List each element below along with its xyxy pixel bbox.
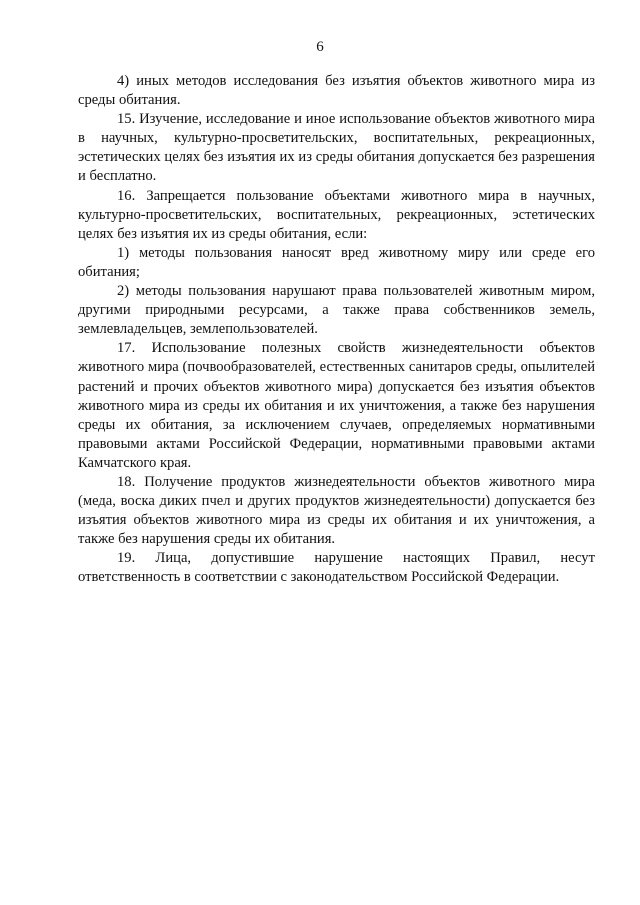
paragraph-17: 17. Использование полезных свойств жизнедеятельности объектов животного мира (почвообразователей, естественных санитаров среды, опылителей растений и прочих объектов животного мира) допускается без изъятия объектов животного мира из среды их обитания и их уничтожения, а также без нарушения среды их обитания, за исключением случаев, определяемых нормативными правовыми актами Российской Федерации, нормативными правовыми актами Камчатского края.	[78, 340, 595, 471]
document-body	[78, 72, 595, 588]
paragraph-18: 18. Получение продуктов жизнедеятельности объектов животного мира (меда, воска диких пчел и других продуктов жизнедеятельности) допускается без изъятия объектов животного мира из среды их обитания и их уничтожения, а также без нарушения среды их обитания.	[78, 473, 595, 548]
paragraph-15: 15. Изучение, исследование и иное использование объектов животного мира в научных, культурно-просветительских, воспитательных, рекреационных, эстетических целях без изъятия их из среды обитания допускается без разрешения и бесплатно.	[78, 111, 595, 185]
page-number: 6	[316, 39, 324, 55]
paragraph-16: 16. Запрещается пользование объектами животного мира в научных, культурно-просветительских, воспитательных, рекреационных, эстетических целях без изъятия их из среды обитания, если:	[78, 187, 595, 242]
paragraph-19: 19. Лица, допустившие нарушение настоящих Правил, несут ответственность в соответствии с законодательством Российской Федерации.	[78, 550, 595, 586]
paragraph-item-4-methods: 4) иных методов исследования без изъятия объектов животного мира из среды обитания.	[78, 73, 595, 109]
paragraph-16-item-2: 2) методы пользования нарушают права пользователей животным миром, другими природными ресурсами, а также права собственников земель, землевладельцев, землепользователей.	[78, 283, 595, 338]
paragraph-16-item-1: 1) методы пользования наносят вред животному миру или среде его обитания;	[78, 244, 595, 280]
